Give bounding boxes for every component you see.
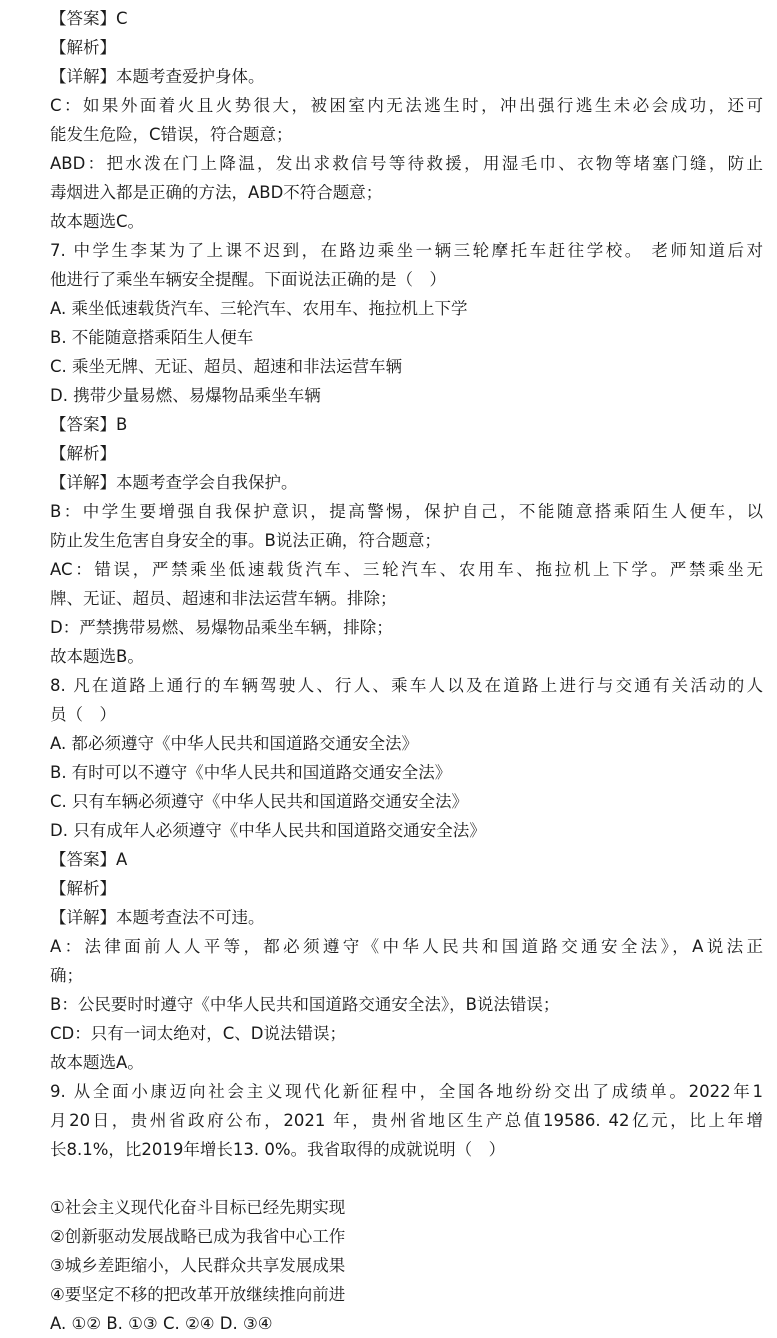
question-9-statement-2: ②创新驱动发展战略已成为我省中心工作 [50,1227,346,1246]
question-7-option-d: D. 携带少量易燃、易爆物品乘坐车辆 [50,386,321,405]
conclusion-line: 故本题选A。 [50,1053,144,1072]
question-9-statement-4: ④要坚定不移的把改革开放继续推向前进 [50,1285,346,1304]
question-9-stem: 长8.1%，比2019年增长13. 0%。我省取得的成就说明（ ） [50,1140,506,1159]
explanation-line: B：中学生要增强自我保护意识，提高警惕，保护自己，不能随意搭乘陌生人便车，以 [50,502,763,521]
question-8-option-b: B. 有时可以不遵守《中华人民共和国道路交通安全法》 [50,763,452,782]
question-8-option-c: C. 只有车辆必须遵守《中华人民共和国道路交通安全法》 [50,792,469,811]
explanation-line: 能发生危险，C错误，符合题意； [50,125,293,144]
question-7-stem: 7. 中学生李某为了上课不迟到，在路边乘坐一辆三轮摩托车赶往学校。 老师知道后对 [50,241,763,260]
answer-label-q7: 【答案】B [50,415,128,434]
explanation-line: AC：错误，严禁乘坐低速载货汽车、三轮汽车、农用车、拖拉机上下学。严禁乘坐无 [50,560,763,579]
conclusion-line: 故本题选B。 [50,647,144,666]
analysis-label-q8: 【解析】 [50,879,116,898]
detail-label-q7: 【详解】本题考查学会自我保护。 [50,473,298,492]
explanation-line: 牌、无证、超员、超速和非法运营车辆。排除； [50,589,397,608]
analysis-label-q7: 【解析】 [50,444,116,463]
explanation-line: D：严禁携带易燃、易爆物品乘坐车辆，排除； [50,618,393,637]
analysis-label-q6: 【解析】 [50,38,116,57]
question-7-option-a: A. 乘坐低速载货汽车、三轮汽车、农用车、拖拉机上下学 [50,299,468,318]
question-8-option-d: D. 只有成年人必须遵守《中华人民共和国道路交通安全法》 [50,821,486,840]
explanation-line: 确； [50,966,83,985]
detail-label-q8: 【详解】本题考查法不可违。 [50,908,265,927]
explanation-line: C：如果外面着火且火势很大，被困室内无法逃生时，冲出强行逃生未必会成功，还可 [50,96,763,115]
conclusion-line: 故本题选C。 [50,212,145,231]
question-7-option-c: C. 乘坐无牌、无证、超员、超速和非法运营车辆 [50,357,403,376]
question-9-statement-3: ③城乡差距缩小，人民群众共享发展成果 [50,1256,346,1275]
question-8-option-a: A. 都必须遵守《中华人民共和国道路交通安全法》 [50,734,418,753]
question-7-stem: 他进行了乘坐车辆安全提醒。下面说法正确的是（ ） [50,270,446,289]
question-9-stem: 月20日，贵州省政府公布，2021 年，贵州省地区生产总值19586. 42亿元，比上年增 [50,1111,763,1130]
explanation-line: ABD：把水泼在门上降温，发出求救信号等待救援，用湿毛巾、衣物等堵塞门缝，防止 [50,154,763,173]
explanation-line: B：公民要时时遵守《中华人民共和国道路交通安全法》，B说法错误； [50,995,560,1014]
explanation-line: A：法律面前人人平等，都必须遵守《中华人民共和国道路交通安全法》，A说法正 [50,937,763,956]
explanation-line: CD：只有一词太绝对，C、D说法错误； [50,1024,346,1043]
question-9-stem: 9. 从全面小康迈向社会主义现代化新征程中，全国各地纷纷交出了成绩单。2022年1 [50,1082,763,1101]
question-9-options: A. ①② B. ①③ C. ②④ D. ③④ [50,1314,273,1333]
question-8-stem: 8. 凡在道路上通行的车辆驾驶人、行人、乘车人以及在道路上进行与交通有关活动的人 [50,676,763,695]
question-9-statement-1: ①社会主义现代化奋斗目标已经先期实现 [50,1198,346,1217]
explanation-line: 毒烟进入都是正确的方法，ABD不符合题意； [50,183,383,202]
question-8-stem: 员（ ） [50,705,116,724]
answer-label-q6: 【答案】C [50,9,128,28]
blank-line [50,1164,763,1193]
answer-label-q8: 【答案】A [50,850,128,869]
question-7-option-b: B. 不能随意搭乘陌生人便车 [50,328,254,347]
detail-label-q6: 【详解】本题考查爱护身体。 [50,67,265,86]
explanation-line: 防止发生危害自身安全的事。B说法正确，符合题意； [50,531,441,550]
